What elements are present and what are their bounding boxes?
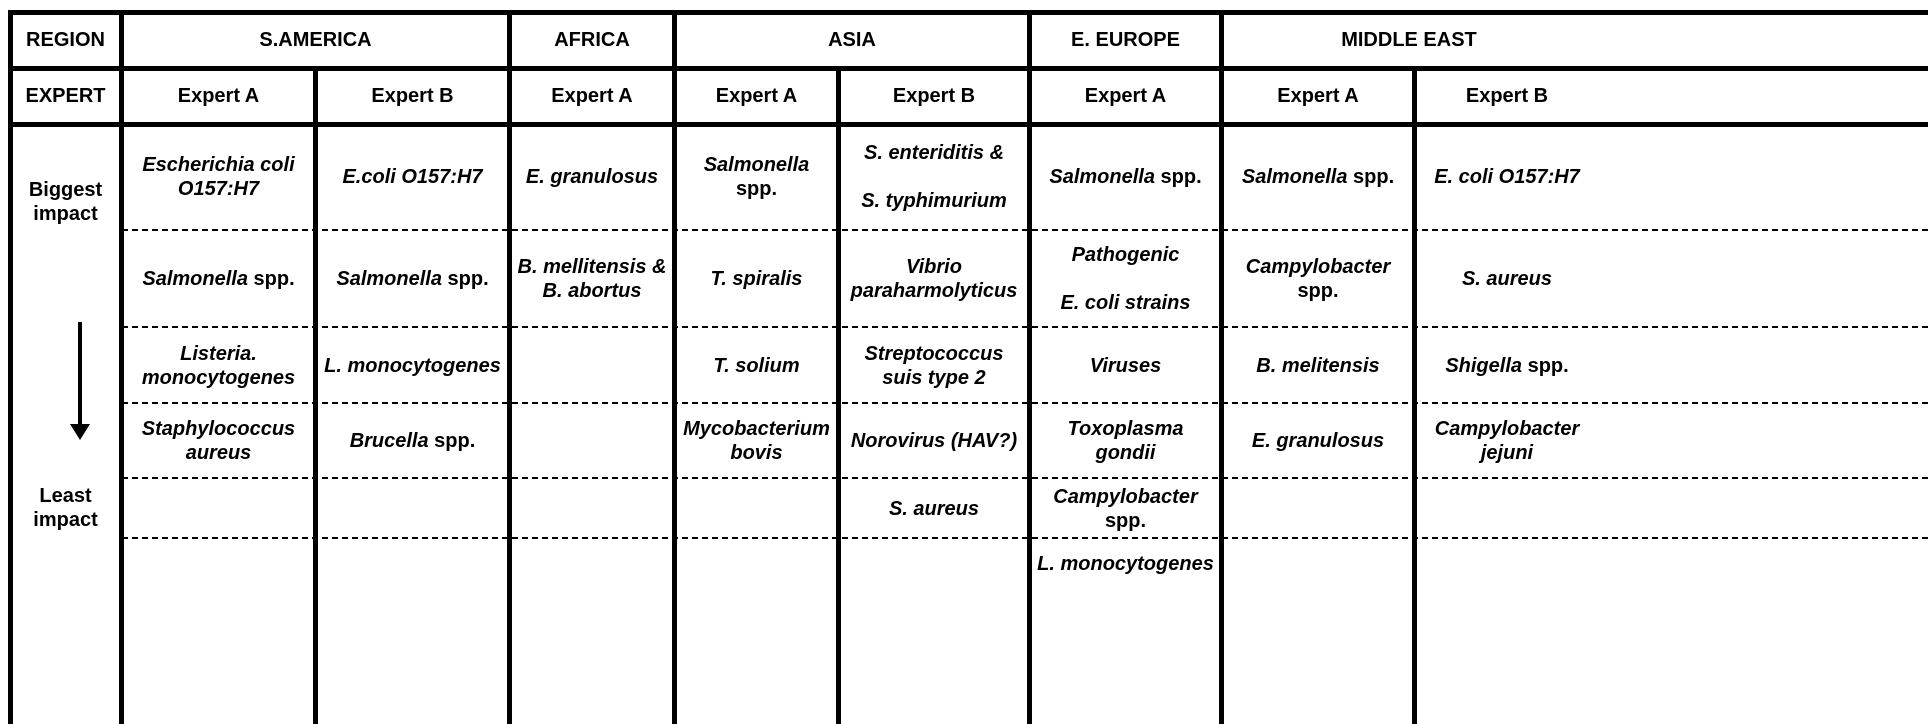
pathogen-cell: S. aureus [1461,268,1553,290]
pathogen-cell: Salmonella spp. [142,268,295,290]
biggest-impact-label: Biggest impact [28,179,103,225]
pathogen-cell [124,480,313,537]
pathogen-cell: Pathogenic E. coli strains [1060,244,1191,314]
region-header: S.AMERICA [259,29,372,51]
pathogen-cell: Salmonella spp. [336,268,489,290]
expert-header: Expert B [1465,85,1549,107]
impact-arrow-head-icon [70,424,90,440]
region-label: REGION [26,29,105,51]
expert-header: Expert A [551,85,633,107]
pathogen-cell: Salmonella spp. [1049,166,1202,188]
pathogen-cell: T. spiralis [710,268,803,290]
pathogen-cell: Listeria. monocytogenes [141,342,296,389]
pathogen-cell [1224,480,1412,537]
pathogen-cell: Streptococcus suis type 2 [864,342,1004,389]
pathogen-cell: Salmonella spp. [703,154,810,200]
dashed-row-divider [122,229,1928,231]
region-header: E. EUROPE [1071,29,1180,51]
expert-header: Expert A [1277,85,1359,107]
pathogen-cell [1417,540,1597,588]
pathogen-cell: Shigella spp. [1445,354,1569,377]
pathogen-cell: B. mellitensis & B. abortus [517,256,667,302]
pathogen-cell: E. coli O157:H7 [1434,166,1580,188]
pathogen-cell: L. monocytogenes [1037,553,1214,575]
region-header: MIDDLE EAST [1341,29,1477,51]
impact-arrow-icon [78,322,82,426]
pathogen-cell [512,405,672,477]
pathogen-cell: E.coli O157:H7 [342,166,483,188]
pathogen-cell: T. solium [713,354,800,377]
expert-header: Expert A [177,85,260,107]
pathogen-cell: Campylobacter jejuni [1434,418,1580,464]
pathogen-cell: B. melitensis [1256,354,1380,377]
pathogen-cell [124,540,313,588]
pathogen-cell: Staphylococcus aureus [141,418,296,464]
pathogen-cell: Viruses [1089,354,1162,377]
pathogen-cell: Campylobacter spp. [1053,485,1198,532]
pathogen-cell: Escherichia coli O157:H7 [142,154,295,200]
pathogen-cell [1417,480,1597,537]
region-header: ASIA [828,29,876,51]
pathogen-cell: Brucella spp. [349,430,476,452]
pathogen-cell: S. enteriditis & S. typhimurium [861,142,1007,212]
pathogen-cell: Salmonella spp. [1241,166,1395,188]
expert-label: EXPERT [25,85,106,107]
pathogen-cell [318,480,507,537]
pathogen-cell [512,329,672,402]
pathogen-cell [318,540,507,588]
pathogen-cell: E. granulosus [1251,430,1385,452]
pathogen-cell [677,540,836,588]
pathogen-cell [677,480,836,537]
pathogen-cell [512,540,672,588]
pathogen-cell: S. aureus [888,497,980,520]
pathogen-cell: L. monocytogenes [324,354,501,377]
pathogen-cell [512,480,672,537]
pathogen-cell: Mycobacterium bovis [683,418,830,464]
expert-header: Expert B [371,85,454,107]
pathogen-cell: E. granulosus [525,166,659,188]
least-impact-label: Least impact [33,485,98,531]
pathogen-cell: Campylobacter spp. [1245,256,1391,302]
pathogen-cell: Norovirus (HAV?) [850,430,1018,452]
dashed-row-divider [122,477,1928,479]
expert-header: Expert A [715,85,798,107]
pathogen-cell [1224,540,1412,588]
pathogen-cell: Toxoplasma gondii [1067,418,1184,464]
pathogen-cell: Vibrio paraharmolyticus [850,256,1018,302]
dashed-row-divider [122,326,1928,328]
region-header: AFRICA [554,29,630,51]
dashed-row-divider [122,402,1928,404]
expert-header: Expert A [1084,85,1167,107]
expert-header: Expert B [892,85,976,107]
dashed-row-divider [122,537,1928,539]
pathogen-cell [841,540,1027,588]
